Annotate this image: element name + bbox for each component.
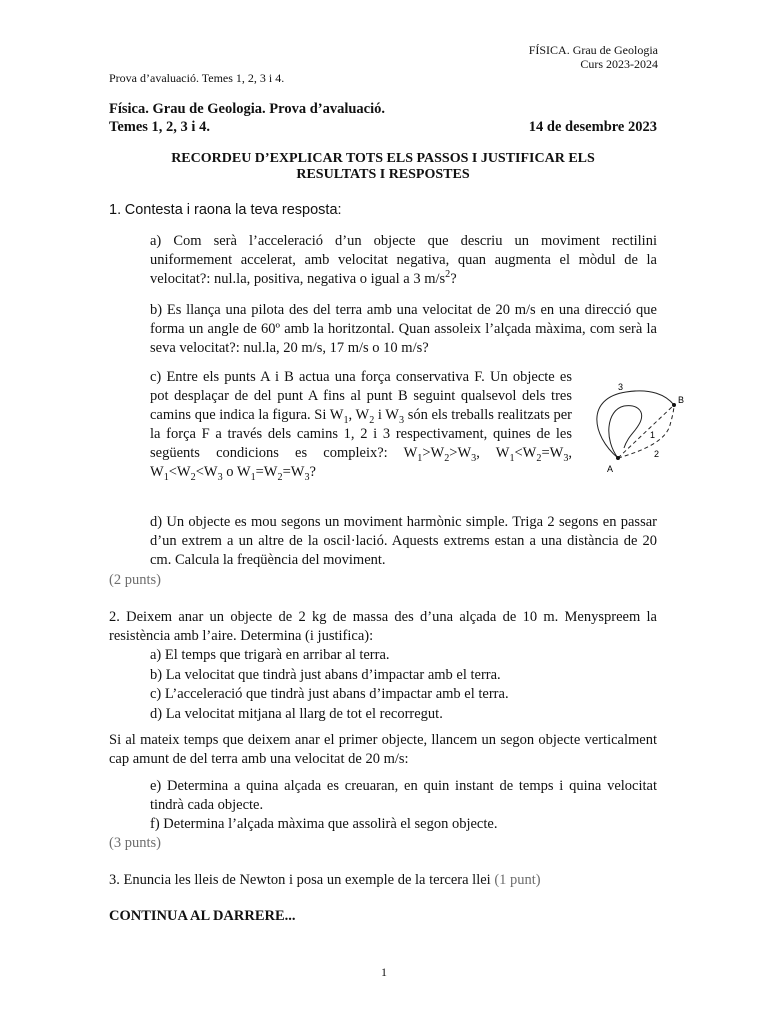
header-subject: FÍSICA. Grau de Geologia (528, 43, 658, 57)
header-year: Curs 2023-2024 (580, 57, 658, 71)
point-a-dot (616, 456, 620, 460)
question-3-points: (1 punt) (494, 872, 541, 888)
question-1c-sep: , W (348, 407, 370, 423)
paths-figure (586, 380, 704, 478)
question-2-second-object: Si al mateix temps que deixem anar el primer objecte, llancem un segon objecte verticalment cap amunt de del terra amb una velocitat de 20 m/s: (109, 732, 657, 767)
point-b-dot (672, 403, 676, 407)
question-3-text: 3. Enuncia les lleis de Newton i posa un exemple de la tercera llei (109, 872, 495, 888)
path-1-line (618, 405, 674, 458)
header-course-info (529, 43, 658, 71)
question-1c-options: $W_1>W_2>W_3$, $W_1<W_2=W_3$, $W_1<W_2<W_3$ o $W_1=W_2=W_3$? (150, 445, 572, 483)
question-2f: f) Determina l’alçada màxima que assolirà el segon objecte. (150, 816, 498, 832)
label-2: 2 (654, 449, 660, 459)
path-3-curve (597, 391, 674, 458)
sub-2: 2 (369, 414, 375, 426)
question-1a (150, 232, 657, 289)
question-2a: a) El temps que trigarà en arribar al terra. (150, 647, 390, 663)
question-1-points: (2 punts) (109, 572, 161, 588)
title-line1: Física. Grau de Geologia. Prova d’avaluació. (109, 101, 386, 117)
question-2-intro: 2. Deixem anar un objecte de 2 kg de massa des d’una alçada de 10 m. Menyspreem la resistència amb l’aire. Determina (i justifica): (109, 609, 657, 644)
question-2-points: (3 punts) (109, 835, 161, 851)
sub-3: 3 (399, 414, 405, 426)
question-1-number: 1. (109, 202, 122, 218)
exam-title (109, 100, 657, 136)
exam-date: 14 de desembre 2023 (528, 119, 657, 135)
question-3 (109, 871, 657, 890)
question-2d: d) La velocitat mitjana al llarg de tot el recorregut. (150, 706, 443, 722)
question-2c: c) L’acceleració que tindrà just abans d’impactar amb el terra. (150, 686, 509, 702)
header-exam-name: Prova d’avaluació. Temes 1, 2, 3 i 4. (109, 71, 285, 85)
label-a: A (607, 464, 614, 474)
label-1: 1 (650, 430, 656, 440)
question-1c-text: c) Entre els punts A i B actua una força conservativa F. Un objecte es pot desplaçar de del punt A fins al punt B seguint qualsevol dels tres camins que indica la figura. Si W (150, 369, 572, 423)
title-topics: Temes 1, 2, 3 i 4. (109, 119, 210, 135)
squared-superscript: 2 (445, 269, 451, 281)
question-1c-rest: són els treballs realitzats per la força F a través dels camins 1, 2 i 3 respectivament, quines de les següents condicions es compleix?: (150, 407, 572, 461)
instructions-banner (109, 151, 657, 183)
question-1d: d) Un objecte es mou segons un moviment harmònic simple. Triga 2 segons en passar d’un extrem a un altre de la oscil·lació. Aquests extrems estan a una distància de 20 cm. Calcula la freqüència del moviment. (150, 514, 657, 568)
question-2b: b) La velocitat que tindrà just abans d’impactar amb el terra. (150, 667, 501, 683)
continue-note: CONTINUA AL DARRERE... (109, 908, 296, 924)
sub-1: 1 (343, 414, 349, 426)
question-1c-and: i W (374, 407, 399, 423)
question-1b: b) Es llança una pilota des del terra amb una velocitat de 20 m/s en una direcció que forma un angle de 60º amb la horitzontal. Quan assoleix l’alçada màxima, com serà la seva velocitat?: nul.la, 20 m/s, 17 m/s o 10 m/s? (150, 302, 657, 356)
question-1a-text: a) Com serà l’acceleració d’un objecte que descriu un moviment rectilini uniformement accelerat, amb velocitat negativa, quan augmenta el mòdul de la velocitat?: nul.la, positiva, negativa o igual a 3 m/s (150, 233, 657, 287)
banner-line1: RECORDEU D’EXPLICAR TOTS ELS PASSOS I JUSTIFICAR ELS (171, 151, 595, 166)
question-1-intro (109, 201, 657, 220)
inner-loop-curve (609, 406, 642, 458)
page-number: 1 (381, 965, 387, 979)
question-1-instruction: Contesta i raona la teva resposta: (124, 202, 342, 218)
label-b: B (678, 395, 685, 405)
banner-line2: RESULTATS I RESPOSTES (296, 167, 470, 182)
question-2e: e) Determina a quina alçada es creuaran, en quin instant de temps i quina velocitat tindrà cada objecte. (150, 778, 657, 813)
question-1c (150, 368, 572, 482)
question-1a-end: ? (450, 271, 457, 287)
label-3: 3 (618, 382, 624, 392)
